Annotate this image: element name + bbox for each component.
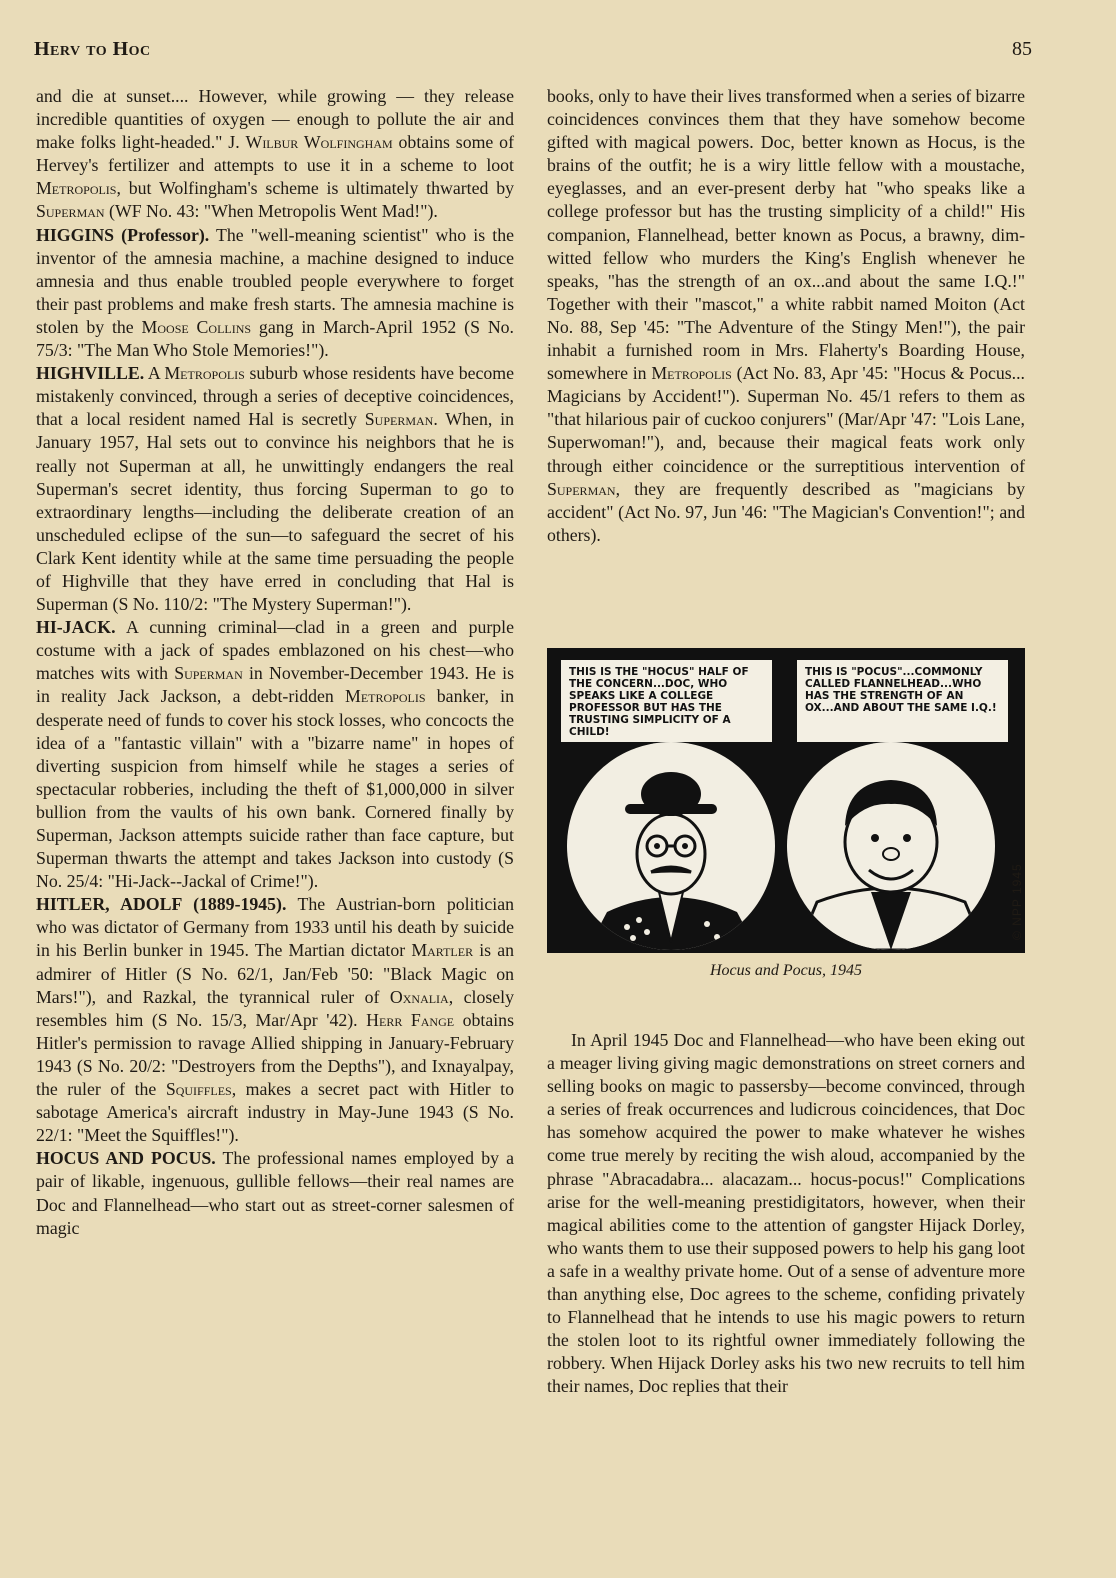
pocus-illustration: [787, 742, 995, 950]
entry-highville: HIGHVILLE. A Metropolis suburb whose residents have become mistakenly convinced, through a series of deceptive coincidences, that a local resident named Hal is secretly Superman. When, in January 1957, Hal sets out to convince his neighbors that he is really not Superman at all, he unwittingly endangers the real Superman's secret identity, thus forcing Superman to go to extraordinary lengths—including the deliberate creation of an unscheduled eclipse of the sun—to safeguard the secret of his Clark Kent identity while at the same time persuading the people of Highville that they have erred in concluding that Hal is Superman (S No. 110/2: "The Mystery Superman!").: [36, 363, 515, 615]
comic-panel-figure: [547, 648, 1025, 953]
hocus-portrait: [567, 742, 775, 950]
left-column: [36, 85, 514, 1240]
hocus-illustration: [567, 742, 775, 950]
right-column-top: [547, 85, 1025, 547]
hocus-narrative: In April 1945 Doc and Flannelhead—who have been eking out a meager living giving magic demonstrations on street corners and selling books on magic to passersby—become convinced, through a series of freak occurrences and ludicrous coincidences, that Doc has somehow acquired the power to make whatever he wishes come true merely by reciting the wish aloud, accompanied by the phrase "Abracadabra... alacazam... hocus-pocus!" Complications arise for the well-meaning prestidigitators, however, when their magical abilities come to the attention of gangster Hijack Dorley, who wants them to use their supposed powers to help his gang loot a safe in a wealthy private home. Out of a sense of adventure more than anything else, Doc agrees to the scheme, confiding privately to Flannelhead that he intends to use his magic powers to return the stolen loot to its rightful owner immediately following the robbery. When Hijack Dorley asks his two new recruits to tell him their names, Doc replies that their: [547, 1030, 1025, 1397]
caption-box-hocus: THIS IS THE "HOCUS" HALF OF THE CONCERN...DOC, WHO SPEAKS LIKE A COLLEGE PROFESSOR BUT HAS THE TRUSTING SIMPLICITY OF A CHILD!: [559, 658, 774, 744]
caption-box-pocus: THIS IS "POCUS"...COMMONLY CALLED FLANNELHEAD...WHO HAS THE STRENGTH OF AN OX...AND ABOUT THE SAME I.Q.!: [795, 658, 1010, 744]
page-number: 85: [1012, 38, 1032, 60]
hocus-continued: books, only to have their lives transformed when a series of bizarre coincidences convinces them that they have somehow become gifted with magical powers. Doc, better known as Hocus, is the brains of the outfit; he is a wiry little fellow with a moustache, eyeglasses, and an ever-present derby hat "who speaks like a college professor but has the trusting simplicity of a child!" His companion, Flannelhead, better known as Pocus, a brawny, dim-witted fellow who murders the King's English whenever he speaks, "has the strength of an ox...and about the same I.Q.!" Together with their "mascot," a white rabbit named Moiton (Act No. 88, Sep '45: "The Adventure of the Stingy Men!"), the pair inhabit a furnished room in Mrs. Flaherty's Boarding House, somewhere in Metropolis (Act No. 83, Apr '45: "Hocus & Pocus... Magicians by Accident!"). Superman No. 45/1 refers to them as "that hilarious pair of cuckoo conjurers" (Mar/Apr '47: "Lois Lane, Superwoman!"), and, because their magical feats work only through either coincidence or the surreptitious intervention of Superman, they are frequently described as "magicians by accident" (Act No. 97, Jun '46: "The Magician's Convention!"; and others).: [547, 86, 1025, 545]
entry-hervey-continued: and die at sunset.... However, while growing — they release incredible quantities of oxygen — enough to pollute the air and make folks light-headed." J. Wilbur Wolfingham obtains some of Hervey's fertilizer and attempts to use it in a scheme to loot Metropolis, but Wolfingham's scheme is ultimately thwarted by Superman (WF No. 43: "When Metropolis Went Mad!").: [36, 86, 514, 222]
entry-heading: HITLER, ADOLF (1889-1945).: [36, 894, 287, 915]
entry-heading: HIGGINS (Professor).: [36, 224, 210, 245]
entry-hitler: HITLER, ADOLF (1889-1945). The Austrian-born politician who was dictator of Germany from 1933 until his death by suicide in his Berlin bunker in 1945. The Martian dictator Martler is an admirer of Hitler (S No. 62/1, Jan/Feb '50: "Black Magic on Mars!"), and Razkal, the tyrannical ruler of Oxnalia, closely resembles him (S No. 15/3, Mar/Apr '42). Herr Fange obtains Hitler's permission to ravage Allied shipping in January-February 1943 (S No. 20/2: "Destroyers from the Depths"), and Ixnayalpay, the ruler of the Squiffles, makes a secret pact with Hitler to sabotage America's aircraft industry in May-June 1943 (S No. 22/1: "Meet the Squiffles!").: [36, 894, 514, 1146]
image-credit: © NPP 1945: [1010, 863, 1024, 940]
entry-heading: HOCUS AND POCUS.: [36, 1148, 216, 1169]
running-head: Herv to Hoc: [34, 38, 151, 60]
entry-hi-jack: HI-JACK. A cunning criminal—clad in a green and purple costume with a jack of spades emblazoned on his chest—who matches wits with Superman in November-December 1943. He is in reality Jack Jackson, a debt-ridden Metropolis banker, in desperate need of funds to cover his stock losses, who concocts the idea of a "fantastic villain" with a "bizarre name" in hopes of diverting suspicion from himself while he stages a series of spectacular robberies, including the theft of $1,000,000 in silver bullion from the vaults of his own bank. Cornered finally by Superman, Jackson attempts suicide rather than face capture, but Superman thwarts the attempt and takes Jackson into custody (S No. 25/4: "Hi-Jack--Jackal of Crime!").: [36, 617, 514, 892]
entry-heading: HIGHVILLE.: [36, 363, 145, 384]
pocus-portrait: [787, 742, 995, 950]
entry-hocus-and-pocus: HOCUS AND POCUS. The professional names employed by a pair of likable, ingenuous, gullible fellows—their real names are Doc and Flannelhead—who start out as street-corner salesmen of magic: [36, 1148, 514, 1238]
entry-higgins: HIGGINS (Professor). The "well-meaning scientist" who is the inventor of the amnesia machine, a machine designed to induce amnesia and thus enable troubled people everywhere to forget their past problems and make fresh starts. The amnesia machine is stolen by the Moose Collins gang in March-April 1952 (S No. 75/3: "The Man Who Stole Memories!").: [36, 224, 514, 361]
figure-caption: Hocus and Pocus, 1945: [710, 962, 862, 979]
right-column-bottom: [547, 1029, 1025, 1399]
entry-heading: HI-JACK.: [36, 617, 116, 638]
